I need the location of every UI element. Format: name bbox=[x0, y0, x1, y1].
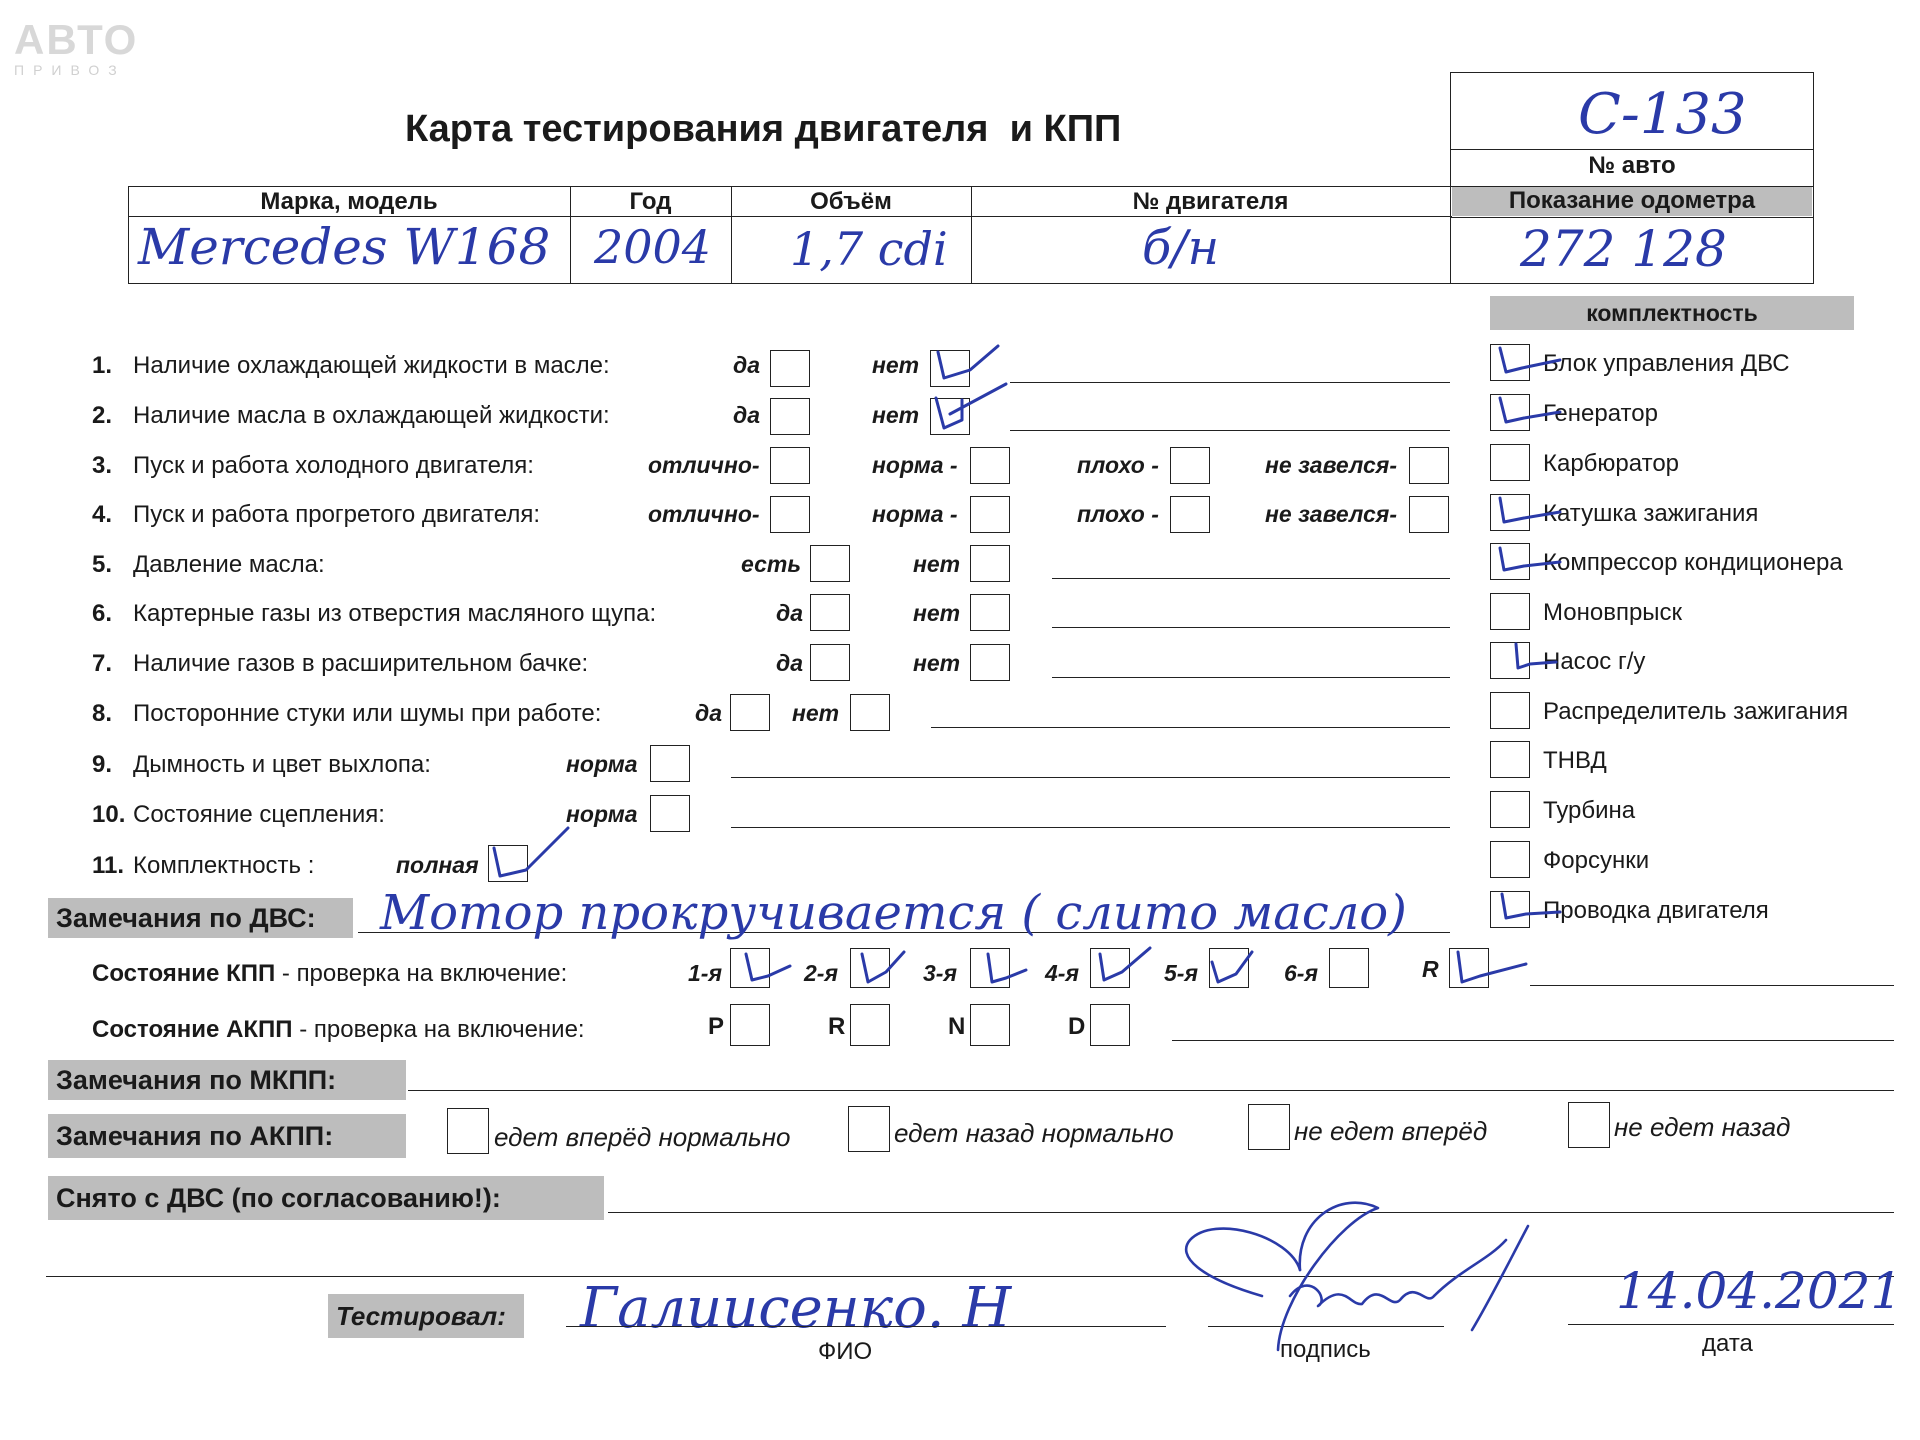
engine-remarks-label: Замечания по ДВС: bbox=[48, 898, 353, 938]
col-header-volume: Объём bbox=[810, 188, 892, 215]
option-label: да bbox=[776, 600, 804, 626]
fio-label: ФИО bbox=[818, 1338, 873, 1365]
gear-label: R bbox=[1422, 956, 1439, 982]
option-label: да bbox=[733, 352, 761, 378]
option-label: нет bbox=[792, 700, 840, 726]
checklist-label: Комплектность : bbox=[133, 852, 315, 879]
checklist-label: Дымность и цвет выхлопа: bbox=[133, 751, 431, 778]
check-mark bbox=[1212, 952, 1252, 982]
auto-number-handwritten: С-133 bbox=[1578, 82, 1747, 147]
completeness-item: Распределитель зажигания bbox=[1543, 698, 1849, 725]
col-header-year: Год bbox=[629, 188, 672, 215]
option-label: нет bbox=[913, 600, 961, 626]
kpp-label-bold: Состояние КПП bbox=[92, 960, 276, 987]
checklist-num: 7. bbox=[92, 650, 113, 677]
checklist-label: Посторонние стуки или шумы при работе: bbox=[133, 700, 602, 727]
gear-label: 6-я bbox=[1284, 960, 1318, 986]
gear-label: 2-я bbox=[804, 960, 838, 986]
option-label: да bbox=[733, 402, 761, 428]
gear-label: 3-я bbox=[923, 960, 957, 986]
option-label: норма - bbox=[872, 452, 958, 478]
signature-label: подпись bbox=[1280, 1336, 1371, 1363]
logo-sub: ПРИВОЗ bbox=[14, 62, 126, 78]
option-label: плохо - bbox=[1077, 452, 1159, 478]
value-odometer: 272 128 bbox=[1520, 220, 1727, 278]
option-label: не завелся- bbox=[1265, 501, 1397, 527]
date-handwritten: 14.04.2021 bbox=[1616, 1262, 1903, 1320]
date-label: дата bbox=[1702, 1330, 1753, 1357]
check-mark bbox=[936, 384, 1006, 428]
option-label: нет bbox=[913, 650, 961, 676]
akpp-position-label: N bbox=[948, 1013, 966, 1040]
gear-label: 1-я bbox=[688, 960, 722, 986]
check-mark bbox=[1458, 952, 1526, 982]
value-year: 2004 bbox=[594, 220, 712, 274]
option-label: норма bbox=[566, 751, 638, 777]
option-label: нет bbox=[913, 551, 961, 577]
completeness-item: Моновпрыск bbox=[1543, 599, 1683, 626]
check-mark bbox=[1500, 348, 1560, 372]
completeness-item: Проводка двигателя bbox=[1543, 897, 1769, 924]
option-label: не завелся- bbox=[1265, 452, 1397, 478]
completeness-item: Генератор bbox=[1543, 400, 1658, 427]
completeness-item: ТНВД bbox=[1543, 747, 1607, 774]
check-mark bbox=[1516, 644, 1556, 668]
checklist-label: Давление масла: bbox=[133, 551, 325, 578]
option-label: есть bbox=[741, 551, 801, 577]
check-mark bbox=[1500, 398, 1560, 422]
completeness-item: Блок управления ДВС bbox=[1543, 350, 1790, 377]
signature bbox=[1186, 1203, 1528, 1350]
checklist-num: 9. bbox=[92, 751, 113, 778]
checklist-label: Пуск и работа холодного двигателя: bbox=[133, 452, 534, 479]
option-label: норма - bbox=[872, 501, 958, 527]
completeness-item: Компрессор кондиционера bbox=[1543, 549, 1843, 576]
option-label: нет bbox=[872, 402, 920, 428]
check-mark bbox=[1500, 548, 1560, 570]
completeness-item: Карбюратор bbox=[1543, 450, 1680, 477]
check-mark bbox=[862, 952, 904, 982]
checklist-label: Наличие масла в охлаждающей жидкости: bbox=[133, 402, 610, 429]
check-mark bbox=[1502, 894, 1560, 918]
auto-number-label: № авто bbox=[1588, 152, 1676, 179]
checklist-num: 2. bbox=[92, 402, 113, 429]
check-mark bbox=[938, 346, 998, 378]
checklist-num: 5. bbox=[92, 551, 113, 578]
removed-label: Снято с ДВС (по согласованию!): bbox=[48, 1176, 604, 1220]
completeness-item: Катушка зажигания bbox=[1543, 500, 1759, 527]
kpp-label-rest: - проверка на включение: bbox=[275, 960, 568, 987]
fio-handwritten: Галиисенко. Н bbox=[580, 1276, 1012, 1341]
checklist-num: 3. bbox=[92, 452, 113, 479]
check-mark bbox=[494, 828, 568, 876]
akpp-option-label: не едет вперёд bbox=[1294, 1116, 1488, 1146]
option-label: отлично- bbox=[648, 452, 760, 478]
checklist-label: Картерные газы из отверстия масляного щупа: bbox=[133, 600, 657, 627]
logo-name: АВТО bbox=[14, 16, 139, 63]
option-label: полная bbox=[396, 852, 479, 878]
checklist-num: 8. bbox=[92, 700, 113, 727]
page-title: Карта тестирования двигателя и КПП bbox=[405, 108, 1122, 150]
option-label: да bbox=[695, 700, 723, 726]
akpp-position-label: R bbox=[828, 1013, 846, 1040]
value-volume: 1,7 cdi bbox=[790, 222, 948, 276]
akpp-option-label: едет назад нормально bbox=[894, 1118, 1174, 1148]
gear-label: 5-я bbox=[1164, 960, 1198, 986]
col-header-model: Марка, модель bbox=[260, 188, 438, 215]
col-header-engine-number: № двигателя bbox=[1132, 188, 1289, 215]
akpp-label-rest: - проверка на включение: bbox=[292, 1016, 585, 1043]
completeness-item: Форсунки bbox=[1543, 847, 1650, 874]
check-mark bbox=[988, 954, 1026, 982]
option-label: нет bbox=[872, 352, 920, 378]
value-model: Mercedes W168 bbox=[138, 218, 551, 276]
mkpp-remarks-label: Замечания по МКПП: bbox=[48, 1060, 406, 1100]
option-label: да bbox=[776, 650, 804, 676]
check-mark bbox=[746, 954, 790, 980]
tested-label: Тестировал: bbox=[328, 1294, 524, 1338]
checklist-label: Пуск и работа прогретого двигателя: bbox=[133, 501, 541, 528]
completeness-item: Насос г/у bbox=[1543, 648, 1646, 675]
checklist-num: 11. bbox=[92, 852, 125, 879]
value-engine-number: б/н bbox=[1142, 220, 1220, 276]
checklist-num: 6. bbox=[92, 600, 113, 627]
akpp-option-label: едет вперёд нормально bbox=[494, 1122, 791, 1152]
akpp-position-label: P bbox=[708, 1013, 725, 1040]
option-label: норма bbox=[566, 801, 638, 827]
odometer-label: Показание одометра bbox=[1452, 186, 1812, 216]
gear-label: 4-я bbox=[1045, 960, 1079, 986]
check-mark bbox=[1100, 948, 1150, 980]
akpp-position-label: D bbox=[1068, 1013, 1086, 1040]
akpp-label-bold: Состояние АКПП bbox=[92, 1016, 293, 1043]
completeness-item: Турбина bbox=[1543, 797, 1636, 824]
check-mark bbox=[1500, 498, 1560, 522]
option-label: плохо - bbox=[1077, 501, 1159, 527]
option-label: отлично- bbox=[648, 501, 760, 527]
engine-remarks-handwritten: Мотор прокручивается ( слито масло) bbox=[380, 885, 1407, 941]
checklist-label: Наличие охлаждающей жидкости в масле: bbox=[133, 352, 610, 379]
akpp-option-label: не едет назад bbox=[1614, 1112, 1791, 1142]
completeness-header: комплектность bbox=[1490, 296, 1854, 330]
checklist-num: 1. bbox=[92, 352, 113, 379]
checklist-num: 4. bbox=[92, 501, 113, 528]
checklist-label: Наличие газов в расширительном бачке: bbox=[133, 650, 589, 677]
checklist-label: Состояние сцепления: bbox=[133, 801, 385, 828]
akpp-remarks-label: Замечания по АКПП: bbox=[48, 1114, 406, 1158]
checklist-num: 10. bbox=[92, 801, 126, 828]
